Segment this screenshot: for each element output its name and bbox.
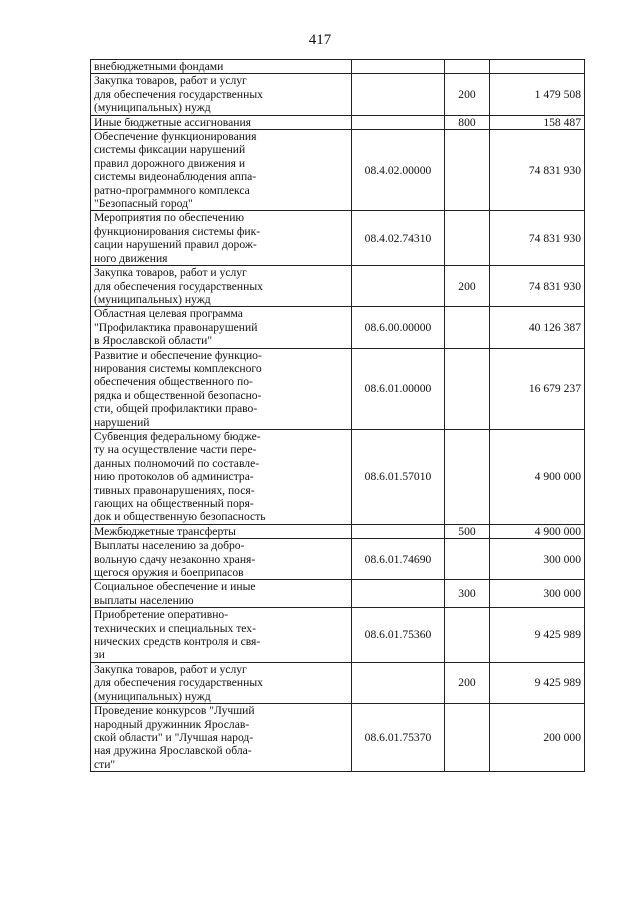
expense-type-cell: 300 (445, 580, 490, 608)
target-article-cell: 08.6.01.00000 (352, 348, 445, 429)
amount-cell (490, 60, 585, 74)
expense-name-cell (91, 580, 352, 608)
table-row (91, 74, 585, 115)
expense-name-line: для обеспечения государственных (94, 676, 263, 690)
target-article-cell: 08.6.01.75370 (352, 704, 445, 772)
expense-name-line: щегося оружия и боеприпасов (94, 566, 244, 580)
expense-name-line: системы фиксации нарушений (94, 143, 246, 157)
expense-type-cell (445, 307, 490, 348)
expense-name-line: ской области" и "Лучшая народ- (94, 730, 254, 744)
expense-type-cell: 800 (445, 115, 490, 129)
page-number: 417 (308, 32, 332, 48)
expense-name-line: данных полномочий по составле- (94, 456, 260, 470)
expense-name-line: нических средств контроля и свя- (94, 635, 261, 649)
expense-name-line: технических и специальных тех- (94, 621, 256, 635)
expense-name-line: Развитие и обеспечение функцио- (94, 348, 262, 362)
expense-type-cell (445, 211, 490, 266)
expense-name-line: (муниципальных) нужд (94, 101, 211, 115)
expense-name-line: ного движения (94, 251, 168, 265)
table-row (91, 348, 585, 429)
expense-name-line: тивных правонарушениях, пося- (94, 483, 255, 497)
expense-name-line: Проведение конкурсов "Лучший (94, 704, 255, 718)
amount-cell: 4 900 000 (490, 524, 585, 538)
table-row (91, 211, 585, 266)
expense-name-line: Областная целевая программа (94, 307, 243, 321)
expense-name-line: док и общественную безопасность (94, 510, 266, 524)
expense-name-cell (91, 115, 352, 129)
expense-name-cell (91, 524, 352, 538)
target-article-cell (352, 580, 445, 608)
expense-name-line: в Ярославской области" (94, 334, 213, 348)
table-row (91, 524, 585, 538)
expense-name-line: Иные бюджетные ассигнования (94, 115, 251, 129)
target-article-cell (352, 74, 445, 115)
expense-name-line: ратно-программного комплекса (94, 183, 250, 197)
target-article-cell: 08.4.02.74310 (352, 211, 445, 266)
expense-type-cell (445, 60, 490, 74)
table-row (91, 307, 585, 348)
expense-name-line: гающих на общественный поря- (94, 497, 254, 510)
expense-name-line: Выплаты населению за добро- (94, 539, 245, 553)
expense-type-cell (445, 539, 490, 580)
expense-name-cell (91, 608, 352, 663)
table-row (91, 539, 585, 580)
table-row (91, 266, 585, 307)
expense-name-line: внебюджетными фондами (94, 60, 224, 73)
table-row (91, 704, 585, 772)
table-row (91, 580, 585, 608)
amount-cell: 200 000 (490, 704, 585, 772)
expense-type-cell: 200 (445, 662, 490, 703)
expense-name-line: нарушений (94, 415, 150, 429)
expense-name-cell (91, 429, 352, 524)
target-article-cell: 08.6.00.00000 (352, 307, 445, 348)
expense-name-line: Закупка товаров, работ и услуг (94, 662, 247, 676)
expense-name-line: Закупка товаров, работ и услуг (94, 74, 247, 88)
expense-name-cell (91, 130, 352, 211)
expense-type-cell (445, 130, 490, 211)
expense-name-line: зи (94, 648, 105, 662)
expense-name-line: сти" (94, 757, 116, 771)
target-article-cell (352, 662, 445, 703)
expense-name-line: Мероприятия по обеспечению (94, 211, 245, 225)
expense-type-cell: 200 (445, 74, 490, 115)
amount-cell: 74 831 930 (490, 130, 585, 211)
expense-name-line: нирования системы комплексного (94, 361, 262, 375)
expense-name-line: нию протоколов об администра- (94, 470, 254, 484)
expense-name-cell (91, 662, 352, 703)
expense-name-line: Закупка товаров, работ и услуг (94, 266, 247, 280)
expense-type-cell: 200 (445, 266, 490, 307)
expense-name-line: ная дружина Ярославской обла- (94, 744, 252, 758)
target-article-cell (352, 60, 445, 74)
expense-name-line: Субвенция федеральному бюдже- (94, 429, 261, 443)
target-article-cell: 08.6.01.57010 (352, 429, 445, 524)
table-row (91, 60, 585, 74)
expense-type-cell (445, 348, 490, 429)
target-article-cell: 08.4.02.00000 (352, 130, 445, 211)
expense-name-line: "Профилактика правонарушений (94, 320, 258, 334)
budget-table-body (91, 60, 585, 772)
table-row (91, 130, 585, 211)
amount-cell: 74 831 930 (490, 266, 585, 307)
expense-name-cell (91, 60, 352, 74)
expense-name-line: сти, общей профилактики право- (94, 402, 258, 416)
expense-name-line: Обеспечение функционирования (94, 130, 257, 144)
amount-cell: 158 487 (490, 115, 585, 129)
expense-name-cell (91, 307, 352, 348)
target-article-cell (352, 115, 445, 129)
amount-cell: 74 831 930 (490, 211, 585, 266)
target-article-cell (352, 524, 445, 538)
table-row (91, 662, 585, 703)
amount-cell: 40 126 387 (490, 307, 585, 348)
expense-name-line: сации нарушений правил дорож- (94, 238, 257, 252)
expense-type-cell: 500 (445, 524, 490, 538)
target-article-cell: 08.6.01.75360 (352, 608, 445, 663)
expense-type-cell (445, 704, 490, 772)
table-row (91, 429, 585, 524)
expense-name-line: (муниципальных) нужд (94, 689, 211, 703)
expense-name-cell (91, 211, 352, 266)
amount-cell: 300 000 (490, 539, 585, 580)
amount-cell: 9 425 989 (490, 608, 585, 663)
amount-cell: 300 000 (490, 580, 585, 608)
amount-cell: 4 900 000 (490, 429, 585, 524)
expense-type-cell (445, 608, 490, 663)
expense-name-line: правил дорожного движения и (94, 156, 246, 170)
budget-table (90, 59, 585, 772)
target-article-cell: 08.6.01.74690 (352, 539, 445, 580)
expense-name-line: Социальное обеспечение и иные (94, 580, 256, 594)
expense-name-line: рядка и общественной безопасно- (94, 388, 262, 402)
expense-name-cell (91, 348, 352, 429)
table-row (91, 115, 585, 129)
expense-name-line: для обеспечения государственных (94, 87, 263, 101)
expense-name-line: обеспечения общественного по- (94, 375, 253, 389)
expense-name-cell (91, 539, 352, 580)
expense-name-line: вольную сдачу незаконно храня- (94, 552, 256, 566)
expense-name-cell (91, 74, 352, 115)
expense-name-line: функционирования системы фик- (94, 224, 261, 238)
expense-name-cell (91, 704, 352, 772)
table-row (91, 608, 585, 663)
expense-name-cell (91, 266, 352, 307)
amount-cell: 1 479 508 (490, 74, 585, 115)
amount-cell: 9 425 989 (490, 662, 585, 703)
expense-name-line: для обеспечения государственных (94, 279, 263, 293)
expense-name-line: (муниципальных) нужд (94, 292, 211, 306)
expense-name-line: ту на осуществление части пере- (94, 443, 257, 457)
target-article-cell (352, 266, 445, 307)
expense-type-cell (445, 429, 490, 524)
expense-name-line: выплаты населению (94, 593, 194, 607)
expense-name-line: "Безопасный город" (94, 197, 193, 211)
expense-name-line: Приобретение оперативно- (94, 608, 229, 622)
expense-name-line: Межбюджетные трансферты (94, 524, 236, 538)
expense-name-line: системы видеонаблюдения аппа- (94, 170, 257, 184)
amount-cell: 16 679 237 (490, 348, 585, 429)
expense-name-line: народный дружинник Ярослав- (94, 717, 250, 731)
